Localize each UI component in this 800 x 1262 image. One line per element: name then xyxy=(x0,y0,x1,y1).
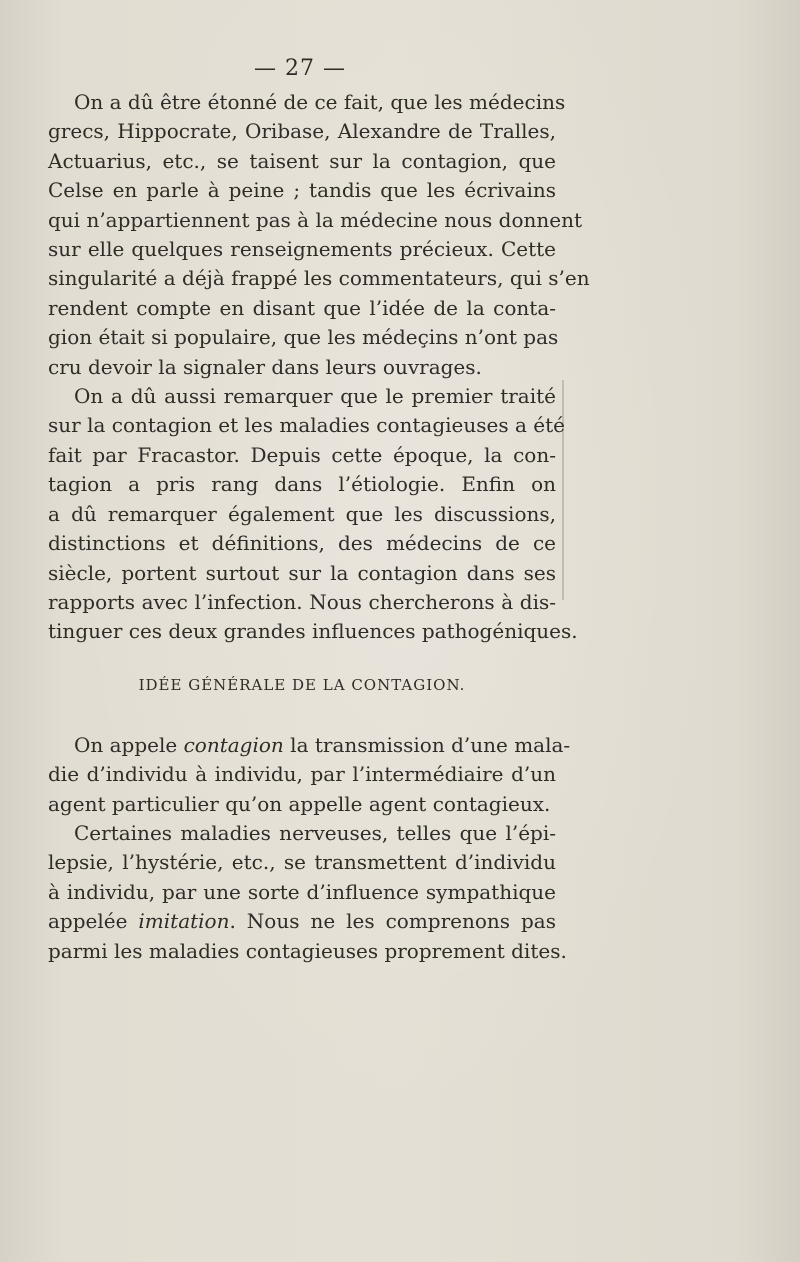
section-heading: IDÉE GÉNÉRALE DE LA CONTAGION. xyxy=(138,675,466,694)
text-run: la transmission d’une mala- xyxy=(283,732,571,757)
text-line: sur la contagion et les maladies contagieuses a été xyxy=(48,413,565,438)
text-line: Certaines maladies nerveuses, telles que l’épi- xyxy=(74,820,556,845)
text-line: rendent compte en disant que l’idée de la conta- xyxy=(48,295,556,320)
text-line: die d’individu à individu, par l’intermédiaire d’un xyxy=(48,762,556,787)
page-number: — 27 — xyxy=(254,56,346,81)
text-line: lepsie, l’hystérie, etc., se transmettent d’individu xyxy=(48,850,556,875)
text-line: agent particulier qu’on appelle agent contagieux. xyxy=(48,791,551,816)
text-line: Actuarius, etc., se taisent sur la contagion, que xyxy=(48,148,556,173)
text-line: distinctions et définitions, des médecins de ce xyxy=(48,531,556,556)
paragraph-1 xyxy=(48,88,590,382)
paragraph-3 xyxy=(48,731,571,819)
paragraph-4 xyxy=(48,819,567,966)
text-line: à individu, par une sorte d’influence sympathique xyxy=(48,879,556,904)
text-line: cru devoir la signaler dans leurs ouvrages. xyxy=(48,354,482,379)
text-line: sur elle quelques renseignements précieux. Cette xyxy=(48,237,556,262)
text-line: rapports avec l’infection. Nous chercherons à dis- xyxy=(48,589,556,614)
text-line: singularité a déjà frappé les commentateurs, qui s’en xyxy=(48,266,590,291)
margin-bleed-mark xyxy=(562,380,564,600)
text-line xyxy=(48,731,571,760)
text-line: tagion a pris rang dans l’étiologie. Enfin on xyxy=(48,472,556,497)
text-line: fait par Fracastor. Depuis cette époque, la con- xyxy=(48,442,556,467)
text-line: On a dû aussi remarquer que le premier traité xyxy=(74,384,556,409)
text-line: Celse en parle à peine ; tandis que les écrivains xyxy=(48,178,556,203)
text-run: . Nous ne les comprenons pas xyxy=(229,909,556,934)
text-line: tinguer ces deux grandes influences pathogéniques. xyxy=(48,619,578,644)
text-line: grecs, Hippocrate, Oribase, Alexandre de Tralles, xyxy=(48,119,556,144)
paragraph-2 xyxy=(48,382,578,647)
text-line: a dû remarquer également que les discussions, xyxy=(48,501,556,526)
emphasized-term: contagion xyxy=(183,732,284,757)
page-text xyxy=(48,88,590,966)
emphasized-term: imitation xyxy=(138,909,230,934)
text-line: qui n’appartiennent pas à la médecine nous donnent xyxy=(48,207,583,232)
text-run: On appele xyxy=(74,732,184,757)
text-line: siècle, portent surtout sur la contagion dans ses xyxy=(48,560,556,585)
text-run: appelée xyxy=(48,909,139,934)
text-line: gion était si populaire, que les médeçins n’ont pas xyxy=(48,325,559,350)
text-line xyxy=(48,907,556,936)
text-line: parmi les maladies contagieuses proprement dites. xyxy=(48,938,567,963)
text-line: On a dû être étonné de ce fait, que les médecins xyxy=(74,90,566,114)
